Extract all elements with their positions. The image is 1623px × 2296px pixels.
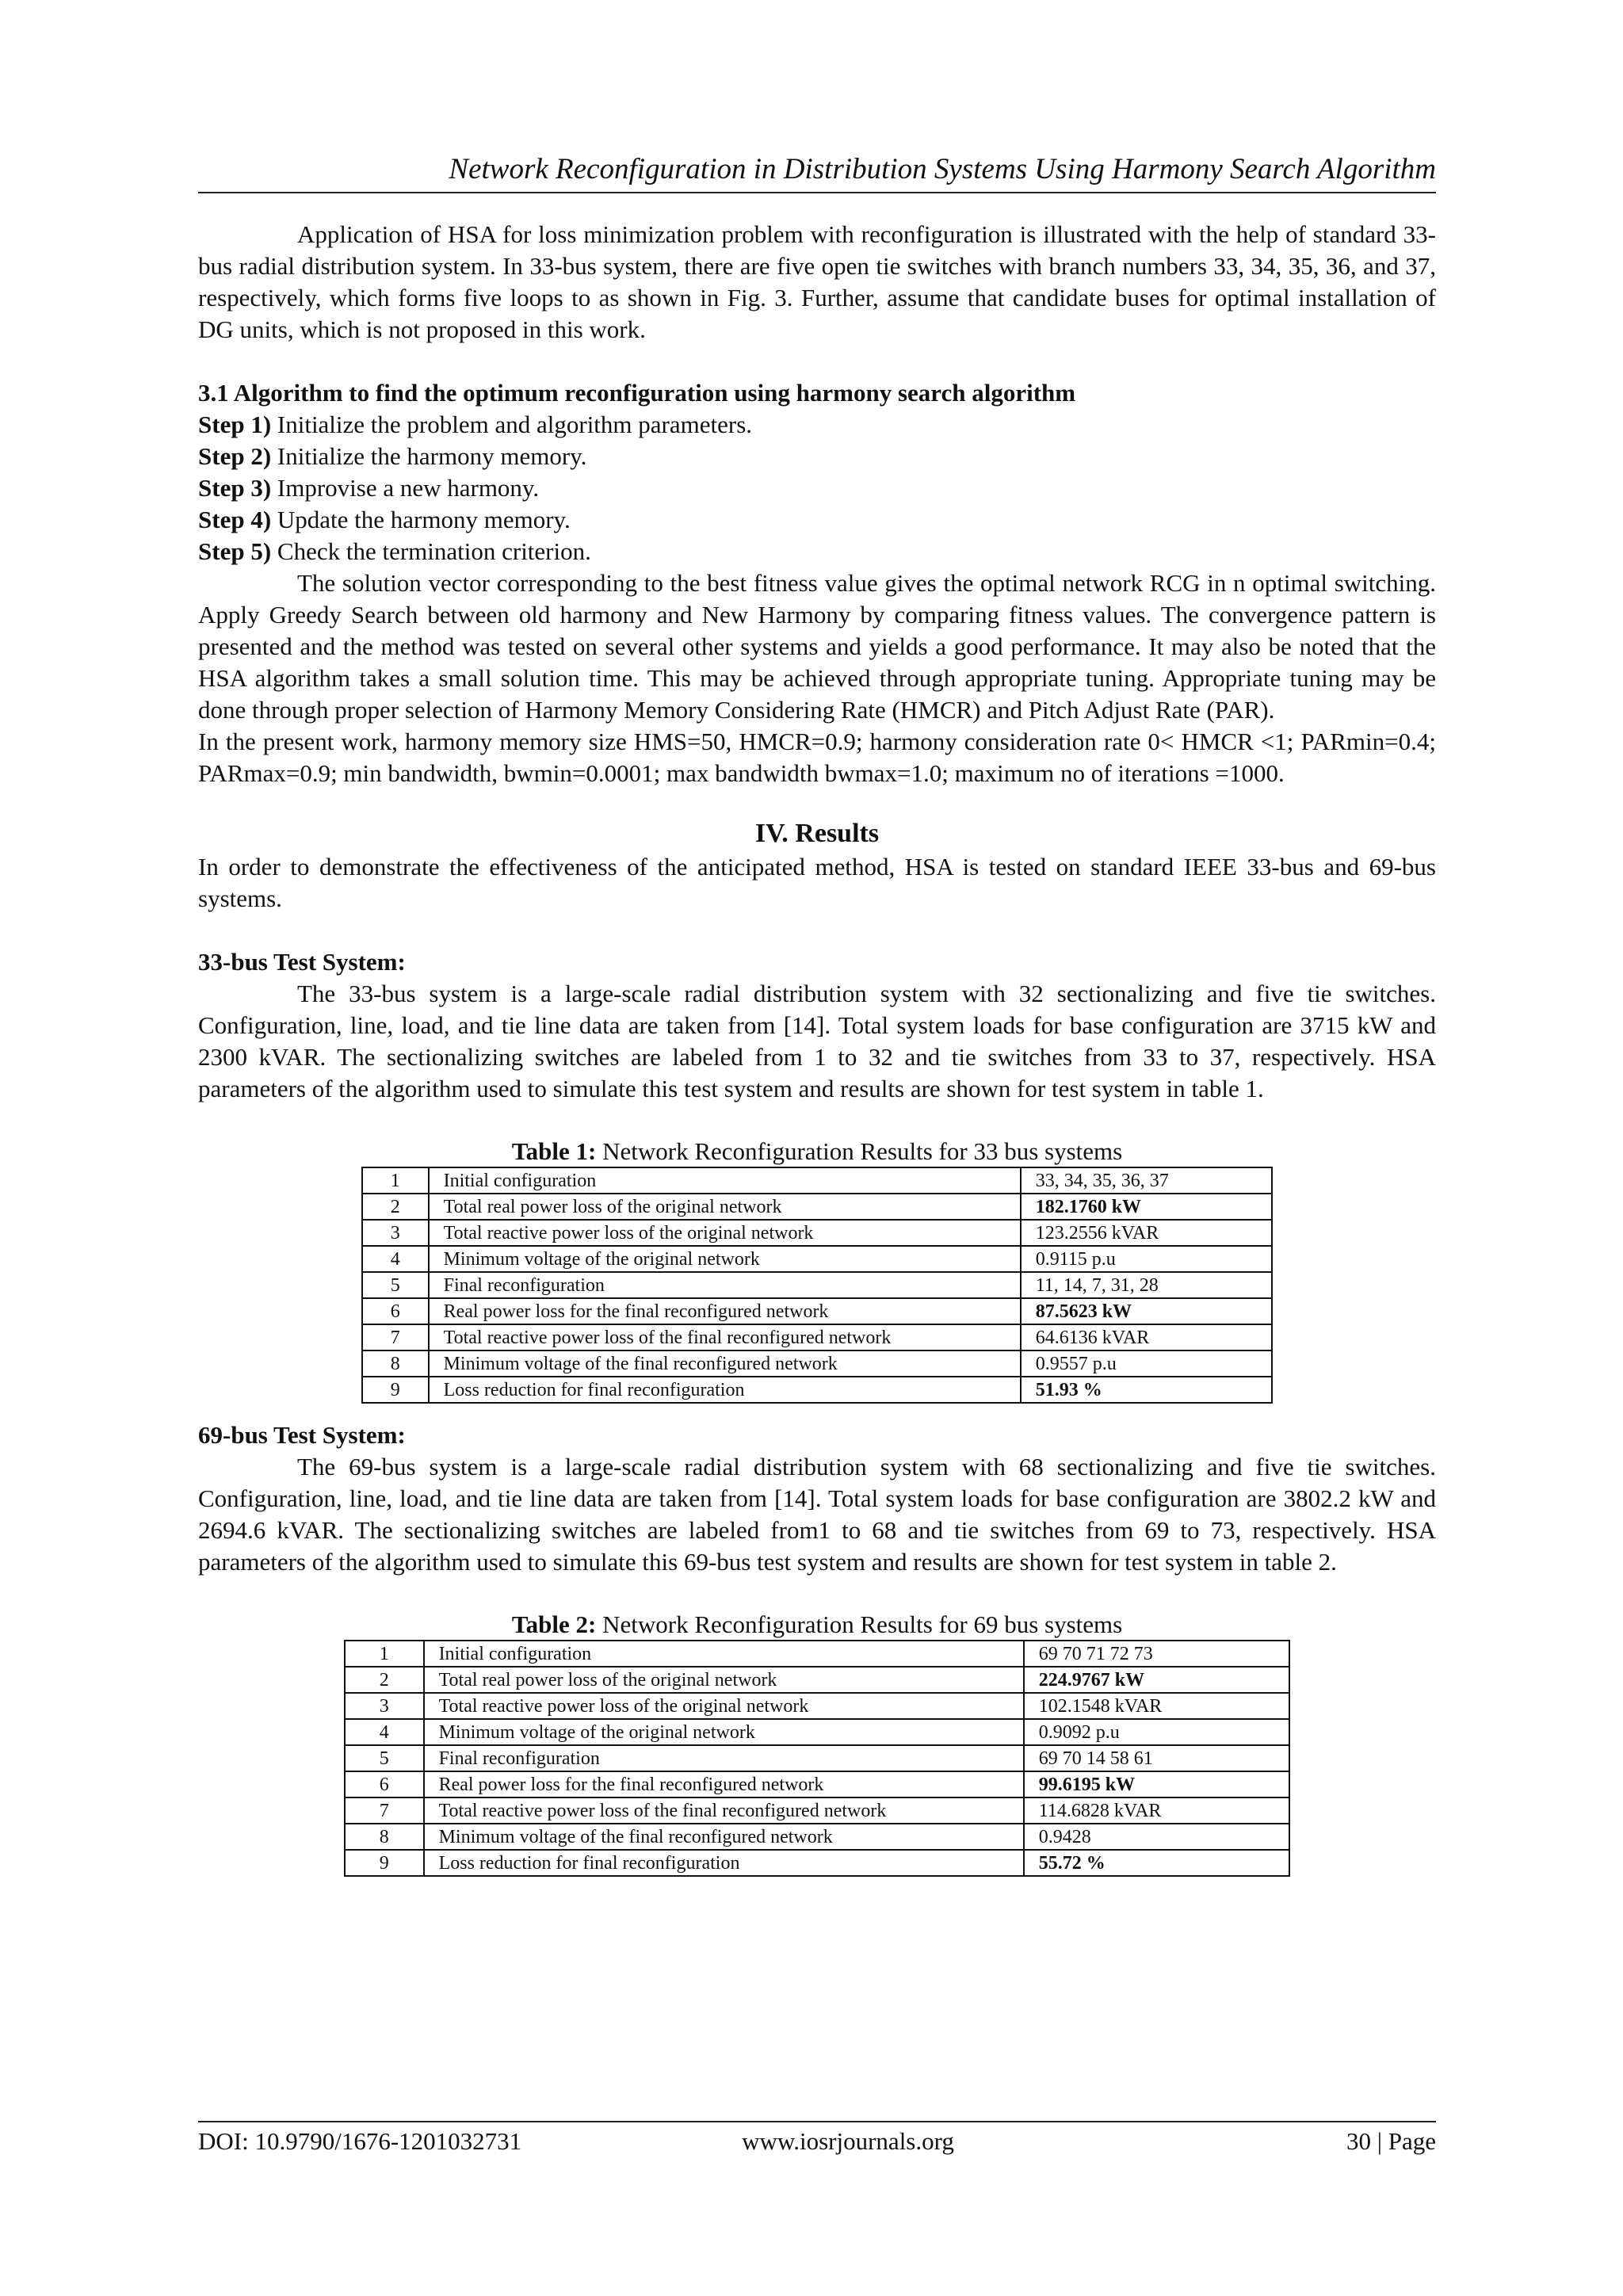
row-label: Total real power loss of the original network xyxy=(424,1667,1024,1693)
row-label: Real power loss for the final reconfigured network xyxy=(429,1298,1021,1324)
table-row xyxy=(362,1324,1272,1350)
row-label: Final reconfiguration xyxy=(429,1272,1021,1298)
row-label: Minimum voltage of the original network xyxy=(429,1246,1021,1272)
algorithm-step xyxy=(198,536,1436,567)
row-number: 5 xyxy=(362,1272,429,1298)
row-label: Loss reduction for final reconfiguration xyxy=(429,1377,1021,1403)
table-row xyxy=(345,1641,1289,1667)
row-value: 55.72 % xyxy=(1024,1850,1289,1876)
results-title: IV. Results xyxy=(754,819,880,848)
row-number: 1 xyxy=(362,1167,429,1194)
row-number: 7 xyxy=(345,1797,424,1824)
system33-paragraph: The 33-bus system is a large-scale radial distribution system with 32 sectionalizing and five tie switches. Configuration, line, load, and tie line data are taken from [14]. Total system loads for base configuration are 3715 kW and 2300 kVAR. The sectionalizing switches are labeled from 1 to 32 and tie switches from 33 to 37, respectively. HSA parameters of the algorithm used to simulate this test system and results are shown for test system in table 1. xyxy=(198,980,1436,1102)
row-number: 8 xyxy=(345,1824,424,1850)
algorithm-step xyxy=(198,504,1436,536)
row-value: 69 70 71 72 73 xyxy=(1024,1641,1289,1667)
algorithm-paragraph: The solution vector corresponding to the best fitness value gives the optimal network RCG in n optimal switching. Apply Greedy Search between old harmony and New Harmony by comparing fitness values. The convergence pattern is presented and the method was tested on several other systems and yields a good performance. It may also be noted that the HSA algorithm takes a small solution time. This may be achieved through appropriate tuning. Appropriate tuning may be done through proper selection of Harmony Memory Considering Rate (HMCR) and Pitch Adjust Rate (PAR). xyxy=(198,569,1436,724)
table2-title: Network Reconfiguration Results for 69 bus systems xyxy=(596,1610,1123,1638)
algorithm-heading: 3.1 Algorithm to find the optimum reconfiguration using harmony search algorithm xyxy=(198,379,1076,407)
row-number: 3 xyxy=(345,1693,424,1719)
table-row xyxy=(362,1298,1272,1324)
table-row xyxy=(345,1850,1289,1876)
row-number: 4 xyxy=(362,1246,429,1272)
row-label: Initial configuration xyxy=(424,1641,1024,1667)
table1 xyxy=(361,1167,1273,1404)
table-row xyxy=(362,1167,1272,1194)
step-text: Check the termination criterion. xyxy=(271,537,591,565)
row-number: 9 xyxy=(362,1377,429,1403)
step-label: Step 1) xyxy=(198,411,272,438)
page-body xyxy=(198,219,1436,1877)
row-label: Minimum voltage of the original network xyxy=(424,1719,1024,1745)
running-title: Network Reconfiguration in Distribution Systems Using Harmony Search Algorithm xyxy=(449,153,1436,185)
step-label: Step 2) xyxy=(198,442,272,470)
step-label: Step 4) xyxy=(198,506,272,533)
row-value: 11, 14, 7, 31, 28 xyxy=(1021,1272,1272,1298)
row-label: Total real power loss of the original network xyxy=(429,1194,1021,1220)
row-value: 64.6136 kVAR xyxy=(1021,1324,1272,1350)
row-label: Real power loss for the final reconfigured network xyxy=(424,1771,1024,1797)
system69-paragraph: The 69-bus system is a large-scale radial distribution system with 68 sectionalizing and five tie switches. Configuration, line, load, and tie line data are taken from [14]. Total system loads for base configuration are 3802.2 kW and 2694.6 kVAR. The sectionalizing switches are labeled from1 to 68 and tie switches from 69 to 73, respectively. HSA parameters of the algorithm used to simulate this 69-bus test system and results are shown for test system in table 2. xyxy=(198,1453,1436,1576)
table2-caption xyxy=(198,1610,1436,1640)
table-row xyxy=(345,1824,1289,1850)
row-label: Final reconfiguration xyxy=(424,1745,1024,1771)
footer-doi: DOI: 10.9790/1676-1201032731 xyxy=(198,2127,522,2155)
system33-heading: 33-bus Test System: xyxy=(198,948,406,976)
footer-site[interactable]: www.iosrjournals.org xyxy=(742,2127,954,2155)
table2-label: Table 2: xyxy=(511,1610,597,1638)
table-row xyxy=(345,1771,1289,1797)
row-value: 123.2556 kVAR xyxy=(1021,1220,1272,1246)
table-row xyxy=(362,1246,1272,1272)
results-intro: In order to demonstrate the effectiveness of the anticipated method, HSA is tested on standard IEEE 33-bus and 69-bus systems. xyxy=(198,853,1436,912)
footer-rule xyxy=(198,2121,1436,2122)
table-row xyxy=(345,1745,1289,1771)
row-label: Minimum voltage of the final reconfigured network xyxy=(424,1824,1024,1850)
row-label: Total reactive power loss of the original network xyxy=(429,1220,1021,1246)
step-text: Update the harmony memory. xyxy=(271,506,571,533)
table-row xyxy=(362,1272,1272,1298)
row-value: 87.5623 kW xyxy=(1021,1298,1272,1324)
step-text: Improvise a new harmony. xyxy=(271,474,540,502)
row-value: 0.9428 xyxy=(1024,1824,1289,1850)
row-number: 2 xyxy=(345,1667,424,1693)
algorithm-step xyxy=(198,409,1436,441)
row-number: 8 xyxy=(362,1350,429,1377)
table-row xyxy=(362,1194,1272,1220)
algorithm-step xyxy=(198,441,1436,472)
footer-page-number: 30 | Page xyxy=(1346,2127,1436,2155)
row-label: Total reactive power loss of the final reconfigured network xyxy=(424,1797,1024,1824)
table-row xyxy=(362,1350,1272,1377)
row-value: 69 70 14 58 61 xyxy=(1024,1745,1289,1771)
row-number: 6 xyxy=(362,1298,429,1324)
table-row xyxy=(345,1693,1289,1719)
table-row xyxy=(345,1797,1289,1824)
table-row xyxy=(345,1719,1289,1745)
step-text: Initialize the problem and algorithm parameters. xyxy=(271,411,753,438)
row-number: 3 xyxy=(362,1220,429,1246)
row-number: 7 xyxy=(362,1324,429,1350)
algorithm-step xyxy=(198,472,1436,504)
row-label: Loss reduction for final reconfiguration xyxy=(424,1850,1024,1876)
row-value: 182.1760 kW xyxy=(1021,1194,1272,1220)
row-number: 5 xyxy=(345,1745,424,1771)
table1-label: Table 1: xyxy=(511,1137,597,1165)
row-label: Total reactive power loss of the original network xyxy=(424,1693,1024,1719)
table-row xyxy=(345,1667,1289,1693)
row-value: 224.9767 kW xyxy=(1024,1667,1289,1693)
step-label: Step 5) xyxy=(198,537,272,565)
step-text: Initialize the harmony memory. xyxy=(271,442,587,470)
table-row xyxy=(362,1220,1272,1246)
system69-heading: 69-bus Test System: xyxy=(198,1421,406,1449)
row-value: 99.6195 kW xyxy=(1024,1771,1289,1797)
row-value: 0.9557 p.u xyxy=(1021,1350,1272,1377)
row-value: 102.1548 kVAR xyxy=(1024,1693,1289,1719)
table1-title: Network Reconfiguration Results for 33 bus systems xyxy=(596,1137,1123,1165)
row-number: 9 xyxy=(345,1850,424,1876)
parameters-paragraph: In the present work, harmony memory size HMS=50, HMCR=0.9; harmony consideration rate 0< HMCR <1; PARmin=0.4; PARmax=0.9; min bandwidth, bwmin=0.0001; max bandwidth bwmax=1.0; maximum no of iterations =1000. xyxy=(198,728,1436,787)
table1-caption xyxy=(198,1137,1436,1167)
algorithm-steps xyxy=(198,409,1436,567)
row-number: 6 xyxy=(345,1771,424,1797)
row-value: 0.9115 p.u xyxy=(1021,1246,1272,1272)
page-footer xyxy=(198,2124,1436,2159)
intro-paragraph: Application of HSA for loss minimization problem with reconfiguration is illustrated with the help of standard 33-bus radial distribution system. In 33-bus system, there are five open tie switches with branch numbers 33, 34, 35, 36, and 37, respectively, which forms five loops to as shown in Fig. 3. Further, assume that candidate buses for optimal installation of DG units, which is not proposed in this work. xyxy=(198,220,1436,343)
row-number: 1 xyxy=(345,1641,424,1667)
row-value: 0.9092 p.u xyxy=(1024,1719,1289,1745)
row-label: Minimum voltage of the final reconfigured network xyxy=(429,1350,1021,1377)
row-label: Initial configuration xyxy=(429,1167,1021,1194)
row-value: 114.6828 kVAR xyxy=(1024,1797,1289,1824)
row-value: 51.93 % xyxy=(1021,1377,1272,1403)
table-row xyxy=(362,1377,1272,1403)
row-number: 4 xyxy=(345,1719,424,1745)
header-rule xyxy=(198,192,1436,193)
row-value: 33, 34, 35, 36, 37 xyxy=(1021,1167,1272,1194)
row-number: 2 xyxy=(362,1194,429,1220)
step-label: Step 3) xyxy=(198,474,272,502)
row-label: Total reactive power loss of the final reconfigured network xyxy=(429,1324,1021,1350)
table2 xyxy=(344,1640,1290,1877)
